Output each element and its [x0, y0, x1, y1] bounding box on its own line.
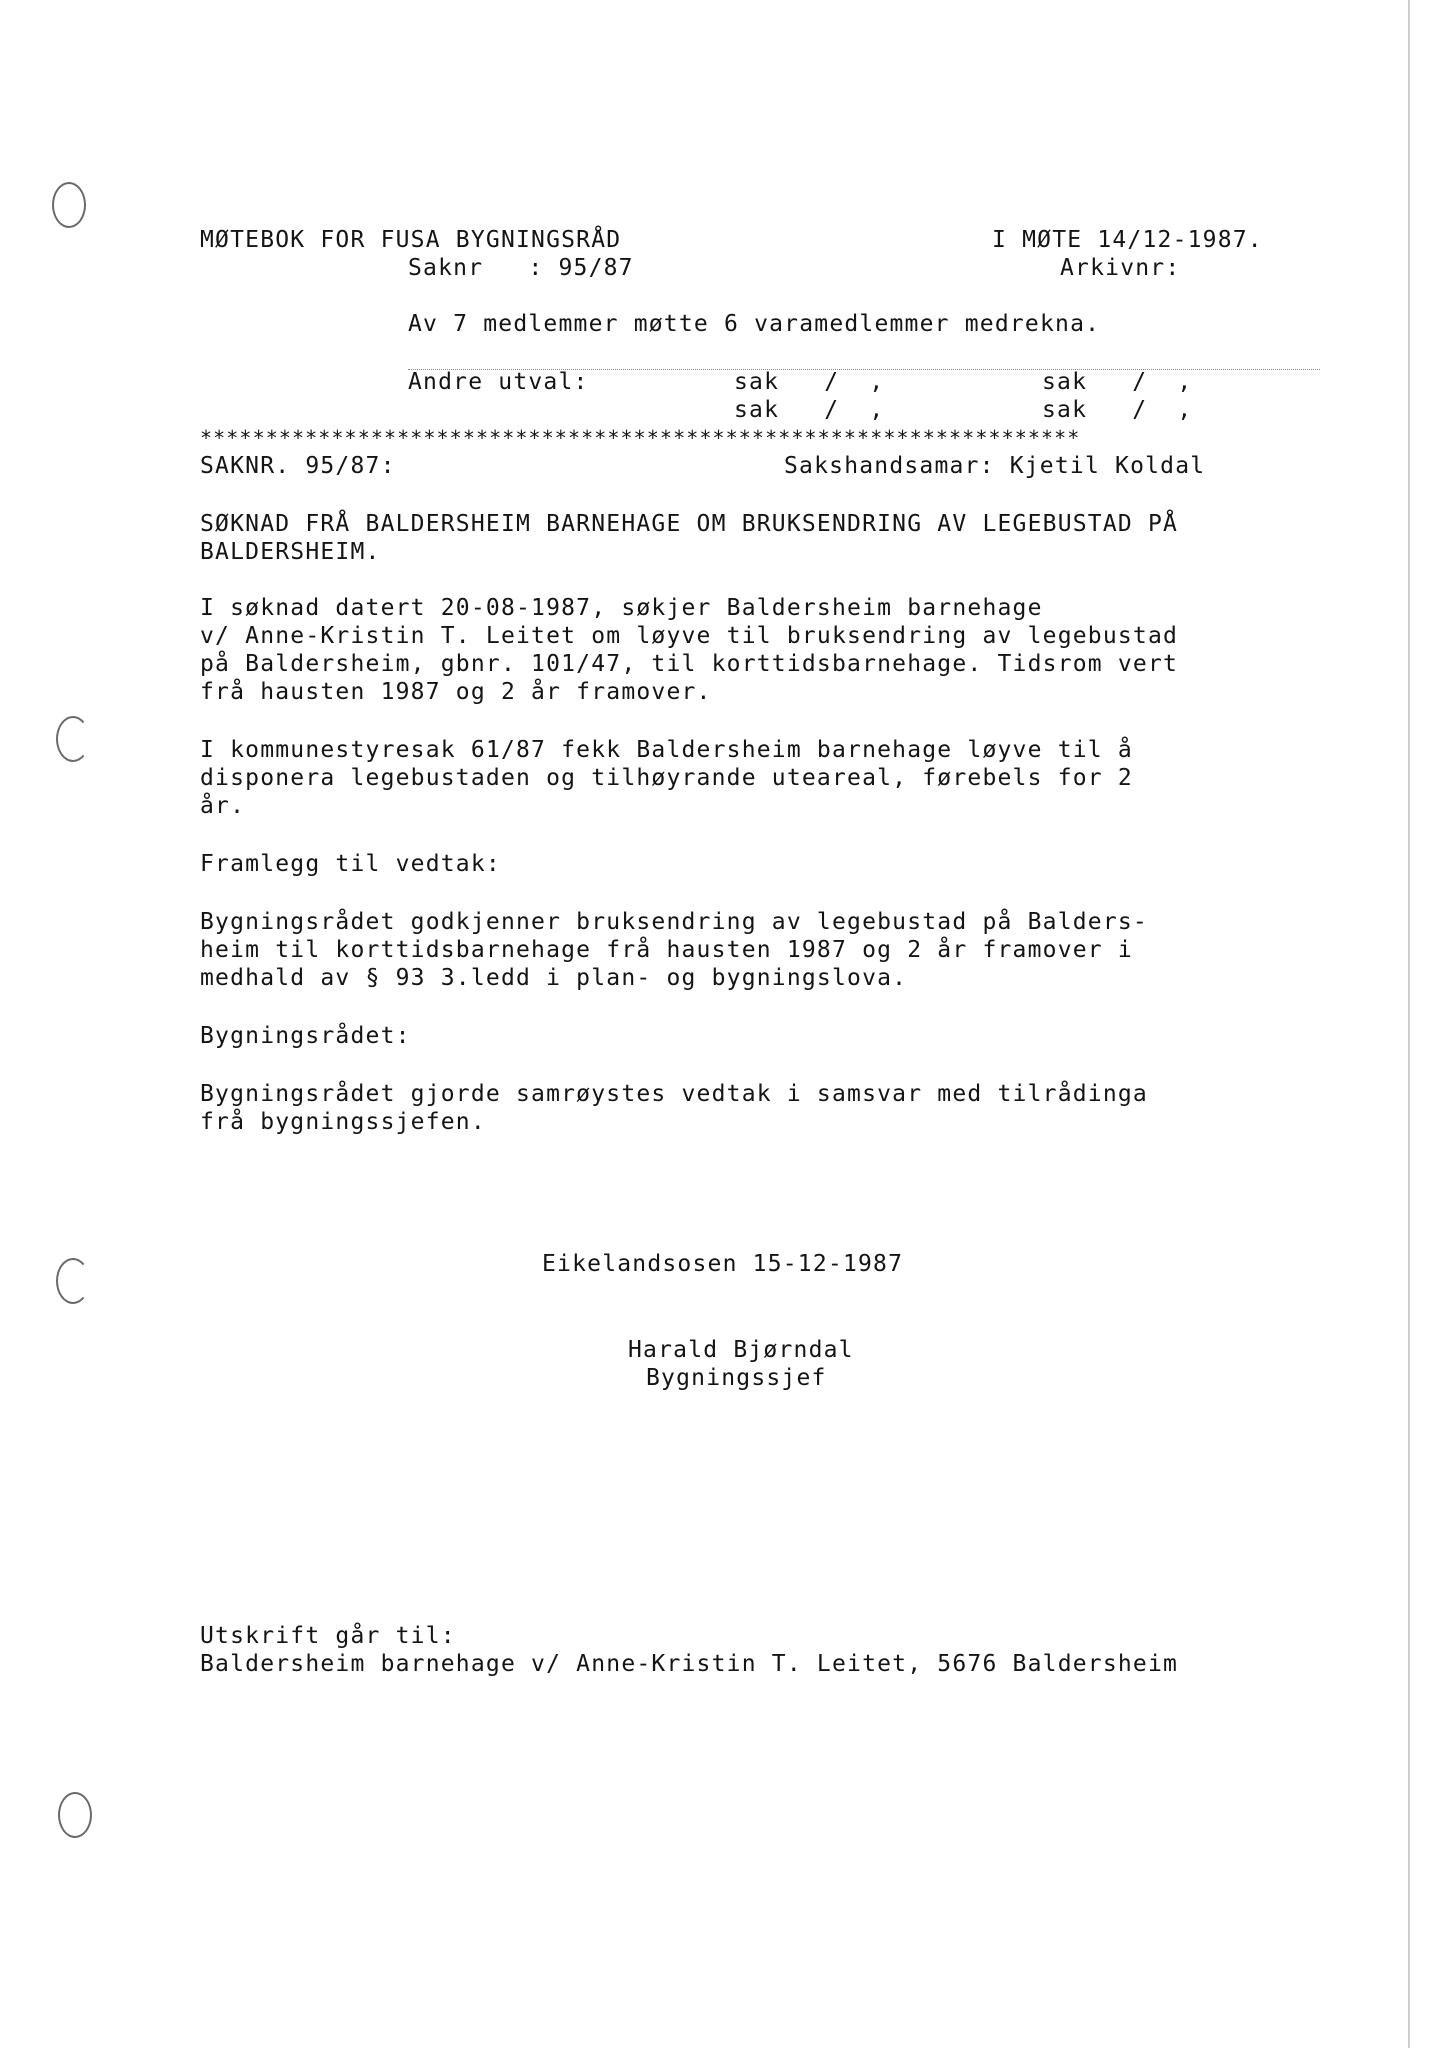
case-reference-1: sak / ,	[734, 369, 885, 395]
signatory-role: Bygningssjef	[646, 1365, 827, 1391]
paragraph-1-line-3: på Baldersheim, gbnr. 101/47, til korttidsbarnehage. Tidsrom vert	[200, 651, 1179, 677]
paragraph-1-line-4: frå hausten 1987 og 2 år framover.	[200, 679, 712, 705]
paragraph-2-line-3: år.	[200, 793, 246, 819]
case-heading-line-1: SØKNAD FRÅ BALDERSHEIM BARNEHAGE OM BRUKSENDRING AV LEGEBUSTAD PÅ	[200, 511, 1179, 537]
paragraph-1-line-2: v/ Anne-Kristin T. Leitet om løyve til bruksendring av legebustad	[200, 623, 1179, 649]
asterisk-divider: *******************************************************************	[200, 426, 1081, 450]
archive-number-field: Arkivnr:	[1060, 255, 1181, 281]
distribution-heading: Utskrift går til:	[200, 1623, 456, 1649]
page-edge	[1408, 0, 1410, 2048]
paragraph-2-line-2: disponera legebustaden og tilhøyrande uteareal, førebels for 2	[200, 765, 1133, 791]
other-committees-label: Andre utval:	[408, 369, 589, 395]
signatory-name: Harald Bjørndal	[628, 1337, 854, 1363]
proposal-line-1: Bygningsrådet godkjenner bruksendring av legebustad på Balders-	[200, 909, 1148, 935]
punch-hole-bottom	[58, 1792, 92, 1838]
decision-heading: Bygningsrådet:	[200, 1023, 411, 1049]
case-reference-2: sak / ,	[1042, 369, 1193, 395]
meeting-date: I MØTE 14/12-1987.	[992, 227, 1263, 253]
distribution-recipient: Baldersheim barnehage v/ Anne-Kristin T. Leitet, 5676 Baldersheim	[200, 1651, 1179, 1677]
case-reference-4: sak / ,	[1042, 397, 1193, 423]
case-number: SAKNR. 95/87:	[200, 453, 396, 479]
paragraph-2-line-1: I kommunestyresak 61/87 fekk Baldersheim barnehage løyve til å	[200, 737, 1133, 763]
paragraph-1-line-1: I søknad datert 20-08-1987, søkjer Baldersheim barnehage	[200, 595, 1043, 621]
punch-hole-lower-middle	[56, 1258, 90, 1304]
proposal-line-2: heim til korttidsbarnehage frå hausten 1987 og 2 år framover i	[200, 937, 1133, 963]
place-and-date: Eikelandsosen 15-12-1987	[542, 1251, 904, 1277]
decision-line-2: frå bygningssjefen.	[200, 1109, 486, 1135]
attendance-line: Av 7 medlemmer møtte 6 varamedlemmer medrekna.	[408, 311, 1101, 337]
punch-hole-top	[52, 182, 86, 228]
decision-line-1: Bygningsrådet gjorde samrøystes vedtak i samsvar med tilrådinga	[200, 1081, 1148, 1107]
proposal-line-3: medhald av § 93 3.ledd i plan- og bygningslova.	[200, 965, 908, 991]
proposal-heading: Framlegg til vedtak:	[200, 851, 501, 877]
punch-hole-upper-middle	[56, 716, 90, 762]
case-heading-line-2: BALDERSHEIM.	[200, 539, 381, 565]
case-reference-3: sak / ,	[734, 397, 885, 423]
case-handler: Sakshandsamar: Kjetil Koldal	[784, 453, 1206, 479]
minutes-title: MØTEBOK FOR FUSA BYGNINGSRÅD	[200, 227, 622, 253]
case-number-field: Saknr : 95/87	[408, 255, 634, 281]
